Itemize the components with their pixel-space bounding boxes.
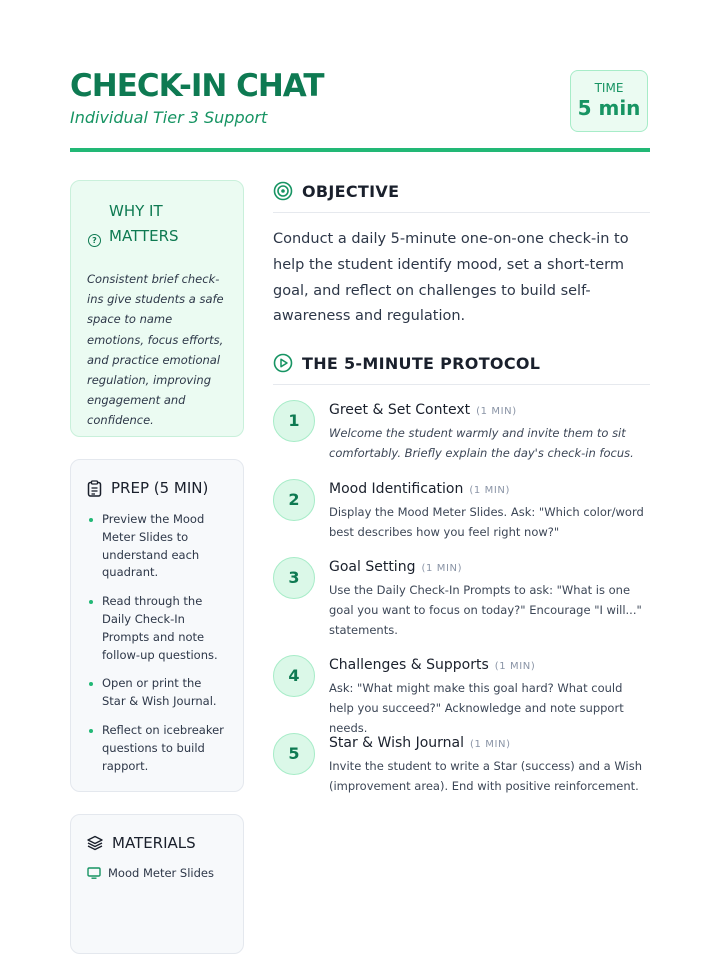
why-heading-wrap [87, 199, 227, 249]
objective-heading: OBJECTIVE [302, 181, 400, 201]
step-duration: (1 MIN) [469, 485, 510, 496]
step-body [329, 733, 650, 796]
step-title-row [329, 400, 650, 422]
target-icon [273, 181, 293, 201]
materials-heading-wrap [87, 834, 227, 852]
page-subtitle: Individual Tier 3 Support [70, 108, 268, 127]
section-divider [273, 384, 650, 385]
prep-card [70, 459, 244, 792]
clipboard-icon [87, 480, 102, 497]
prep-item-text: Read through the Daily Check-In Prompts and note follow-up questions. [102, 594, 218, 662]
step-title-row [329, 655, 650, 677]
header-divider [70, 148, 650, 152]
materials-heading: MATERIALS [112, 834, 196, 852]
time-badge [570, 70, 648, 132]
list-item [87, 722, 227, 775]
monitor-icon [87, 867, 101, 879]
protocol-heading: THE 5-MINUTE PROTOCOL [302, 353, 541, 373]
question-circle-icon: ? [88, 234, 101, 247]
why-text: Consistent brief check-ins give students a safe space to name emotions, focus efforts, and practice emotional regulation, improving engagement and confidence. [87, 272, 224, 428]
prep-item-text: Preview the Mood Meter Slides to understand each quadrant. [102, 512, 205, 580]
bullet-icon [89, 682, 93, 686]
layers-icon [87, 835, 103, 851]
step-title-row [329, 557, 650, 579]
objective-heading-wrap [273, 178, 650, 204]
protocol-section [273, 350, 650, 385]
objective-section [273, 178, 650, 213]
prep-heading: PREP (5 MIN) [111, 479, 209, 497]
bullet-icon [89, 600, 93, 604]
step-title: Challenges & Supports [329, 657, 489, 673]
time-value: 5 min [577, 96, 641, 120]
step-title: Star & Wish Journal [329, 735, 464, 751]
step-duration: (1 MIN) [421, 563, 463, 574]
step-duration: (1 MIN) [476, 406, 517, 417]
step-body [329, 479, 650, 542]
list-item [87, 675, 227, 711]
play-circle-icon [273, 353, 293, 373]
step-body [329, 557, 650, 641]
step-number: 4 [273, 655, 315, 697]
list-item [87, 511, 227, 582]
step-description: Display the Mood Meter Slides. Ask: "Which color/word best describes how you feel right now?" [329, 505, 644, 540]
list-item [87, 866, 227, 880]
page-title: CHECK-IN CHAT [70, 68, 324, 104]
step-description: Welcome the student warmly and invite them to sit comfortably. Briefly explain the day's check-in focus. [329, 426, 634, 461]
header [70, 66, 650, 127]
step-number: 1 [273, 400, 315, 442]
why-heading: WHY IT MATTERS [109, 202, 179, 245]
step-title-row [329, 479, 650, 501]
step-number: 3 [273, 557, 315, 599]
prep-item-text: Open or print the Star & Wish Journal. [102, 676, 217, 709]
bullet-icon [89, 518, 93, 522]
step-duration: (1 MIN) [470, 739, 511, 750]
step-description: Ask: "What might make this goal hard? What could help you succeed?" Acknowledge and note support needs. [329, 681, 624, 736]
protocol-heading-wrap [273, 350, 650, 376]
step-description: Use the Daily Check-In Prompts to ask: "What is one goal you want to focus on today?" Encourage "I will..." statements. [329, 583, 642, 638]
prep-item-text: Reflect on icebreaker questions to build rapport. [102, 722, 224, 773]
step-title: Greet & Set Context [329, 402, 471, 418]
step-duration: (1 MIN) [494, 661, 536, 672]
bullet-icon [89, 729, 93, 733]
material-item-text: Mood Meter Slides [108, 866, 214, 880]
step-number: 5 [273, 733, 315, 775]
prep-heading-wrap [87, 479, 227, 497]
step-title: Goal Setting [329, 559, 416, 575]
step-title: Mood Identification [329, 481, 464, 497]
prep-list [87, 511, 227, 775]
objective-text: Conduct a daily 5-minute one-on-one check-in to help the student identify mood, set a short-term goal, and reflect on challenges to build self-awareness and regulation. [273, 231, 629, 325]
step-body [329, 400, 650, 463]
section-divider [273, 212, 650, 213]
step-body [329, 655, 650, 739]
materials-card [70, 814, 244, 954]
list-item [87, 593, 227, 664]
step-description: Invite the student to write a Star (success) and a Wish (improvement area). End with positive reinforcement. [329, 759, 642, 794]
step-number: 2 [273, 479, 315, 521]
step-title-row [329, 733, 650, 755]
why-it-matters-card [70, 180, 244, 437]
time-label: TIME [594, 81, 624, 95]
